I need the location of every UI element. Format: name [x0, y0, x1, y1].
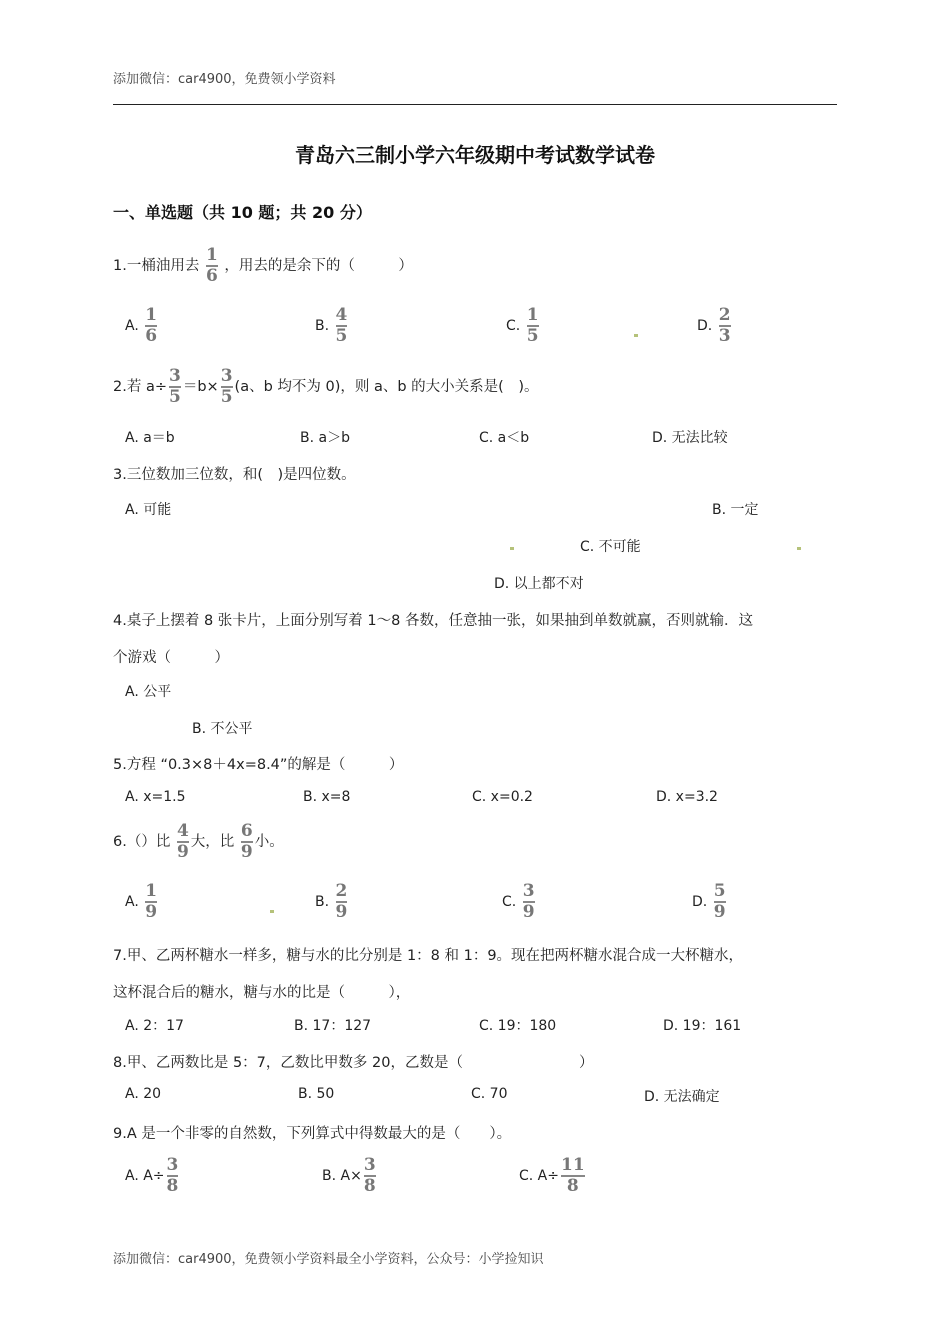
option-label: B. A× [322, 1168, 362, 1184]
fraction [206, 247, 218, 285]
option-label: D. [692, 894, 708, 910]
question-1-post: ，用去的是余下的（ ） [224, 258, 413, 274]
q5-option-a[interactable]: A. x=1.5 [125, 789, 186, 805]
numerator: 2 [335, 881, 348, 901]
numerator: 6 [240, 821, 253, 841]
q6-option-b[interactable] [315, 876, 349, 928]
option-label: D. [697, 318, 713, 334]
question-9: 9.A 是一个非零的自然数，下列算式中得数最大的是（ ）。 [113, 1126, 512, 1142]
speck [634, 334, 638, 337]
fraction [145, 307, 157, 345]
question-2-mid: ＝b× [182, 379, 219, 395]
fraction [177, 823, 189, 861]
fraction [241, 823, 253, 861]
denominator: 3 [718, 326, 731, 346]
fraction [523, 883, 535, 921]
question-5: 5.方程 “0.3×8＋4x=8.4”的解是（ ） [113, 757, 404, 773]
fraction [221, 368, 233, 406]
question-6-post: 小。 [254, 834, 284, 850]
page-header: 添加微信：car4900，免费领小学资料 [113, 72, 336, 87]
fraction [169, 368, 181, 406]
fraction [719, 307, 731, 345]
q6-option-a[interactable] [125, 876, 159, 928]
q3-option-a[interactable]: A. 可能 [125, 502, 172, 518]
denominator: 9 [522, 902, 535, 922]
q1-option-d[interactable] [697, 300, 733, 352]
q8-option-a[interactable]: A. 20 [125, 1086, 162, 1102]
q6-option-d[interactable] [692, 876, 728, 928]
question-1 [113, 240, 413, 292]
numerator: 1 [145, 305, 158, 325]
denominator: 5 [335, 326, 348, 346]
question-2-pre: 2.若 a÷ [113, 379, 167, 395]
option-label: A. A÷ [125, 1168, 165, 1184]
option-label: B. [315, 894, 330, 910]
speck [797, 547, 801, 550]
option-label: B. [315, 318, 330, 334]
q8-option-d[interactable]: D. 无法确定 [644, 1089, 720, 1105]
fraction [714, 883, 726, 921]
denominator: 6 [145, 326, 158, 346]
fraction [167, 1157, 179, 1195]
q5-option-c[interactable]: C. x=0.2 [472, 789, 533, 805]
question-7-line-2: 这杯混合后的糖水，糖与水的比是（ ）， [113, 985, 411, 1001]
numerator: 1 [526, 305, 539, 325]
denominator: 8 [166, 1176, 179, 1196]
q7-option-a[interactable]: A. 2：17 [125, 1018, 184, 1034]
question-3: 3.三位数加三位数，和( )是四位数。 [113, 467, 356, 483]
q3-option-b[interactable]: B. 一定 [712, 502, 759, 518]
q9-option-b[interactable] [322, 1150, 378, 1202]
q7-option-b[interactable]: B. 17：127 [294, 1018, 372, 1034]
speck [270, 910, 274, 913]
fraction [364, 1157, 376, 1195]
page-title: 青岛六三制小学六年级期中考试数学试卷 [295, 143, 655, 167]
numerator: 5 [713, 881, 726, 901]
q1-option-b[interactable] [315, 300, 349, 352]
question-4-line-2: 个游戏（ ） [113, 650, 229, 666]
q2-option-b[interactable]: B. a＞b [300, 430, 350, 446]
question-6-pre: 6.（）比 [113, 834, 171, 850]
numerator: 3 [363, 1155, 376, 1175]
numerator: 3 [220, 366, 233, 386]
q4-option-b[interactable]: B. 不公平 [192, 721, 253, 737]
denominator: 5 [168, 387, 181, 407]
q8-option-b[interactable]: B. 50 [298, 1086, 335, 1102]
denominator: 6 [205, 266, 218, 286]
fraction [527, 307, 539, 345]
q2-option-c[interactable]: C. a＜b [479, 430, 530, 446]
question-2 [113, 361, 539, 413]
option-label: A. [125, 894, 139, 910]
denominator: 5 [526, 326, 539, 346]
option-label: C. A÷ [519, 1168, 559, 1184]
q1-option-c[interactable] [506, 300, 541, 352]
q5-option-b[interactable]: B. x=8 [303, 789, 351, 805]
q1-option-a[interactable] [125, 300, 159, 352]
denominator: 9 [335, 902, 348, 922]
denominator: 5 [220, 387, 233, 407]
page-footer: 添加微信：car4900，免费领小学资料最全小学资料，公众号：小学捡知识 [113, 1252, 544, 1267]
q7-option-d[interactable]: D. 19：161 [663, 1018, 742, 1034]
option-label: C. [502, 894, 517, 910]
question-6-mid: 大，比 [190, 834, 235, 850]
denominator: 9 [713, 902, 726, 922]
q9-option-a[interactable] [125, 1150, 180, 1202]
speck [510, 547, 514, 550]
header-rule [113, 104, 837, 105]
question-4-line-1: 4.桌子上摆着 8 张卡片，上面分别写着 1～8 各数，任意抽一张，如果抽到单数就赢，否则就输．这 [113, 613, 753, 629]
denominator: 9 [176, 842, 189, 862]
question-6 [113, 816, 284, 868]
q2-option-a[interactable]: A. a＝b [125, 430, 175, 446]
numerator: 1 [145, 881, 158, 901]
denominator: 8 [363, 1176, 376, 1196]
numerator: 1 [205, 245, 218, 265]
numerator: 4 [335, 305, 348, 325]
numerator: 3 [522, 881, 535, 901]
numerator: 3 [166, 1155, 179, 1175]
q3-option-c[interactable]: C. 不可能 [580, 539, 641, 555]
q3-option-d[interactable]: D. 以上都不对 [494, 576, 584, 592]
q7-option-c[interactable]: C. 19：180 [479, 1018, 557, 1034]
question-8: 8.甲、乙两数比是 5：7，乙数比甲数多 20，乙数是（ ） [113, 1055, 594, 1071]
q4-option-a[interactable]: A. 公平 [125, 684, 172, 700]
numerator: 4 [176, 821, 189, 841]
denominator: 9 [240, 842, 253, 862]
question-7-line-1: 7.甲、乙两杯糖水一样多，糖与水的比分别是 1：8 和 1：9。现在把两杯糖水混合成一大杯糖水， [113, 948, 744, 964]
numerator: 11 [560, 1155, 585, 1175]
q5-option-d[interactable]: D. x=3.2 [656, 789, 718, 805]
option-label: C. [506, 318, 521, 334]
question-1-pre: 1.一桶油用去 [113, 258, 200, 274]
question-2-post: (a、b 均不为 0)，则 a、b 的大小关系是( )。 [234, 379, 539, 395]
fraction [336, 307, 348, 345]
denominator: 8 [566, 1176, 579, 1196]
fraction [145, 883, 157, 921]
section-heading: 一、单选题（共 10 题；共 20 分） [113, 203, 372, 222]
fraction [336, 883, 348, 921]
q9-option-c[interactable] [519, 1150, 587, 1202]
fraction [561, 1157, 585, 1195]
denominator: 9 [145, 902, 158, 922]
numerator: 2 [718, 305, 731, 325]
numerator: 3 [168, 366, 181, 386]
q8-option-c[interactable]: C. 70 [471, 1086, 508, 1102]
q6-option-c[interactable] [502, 876, 537, 928]
option-label: A. [125, 318, 139, 334]
q2-option-d[interactable]: D. 无法比较 [652, 430, 728, 446]
